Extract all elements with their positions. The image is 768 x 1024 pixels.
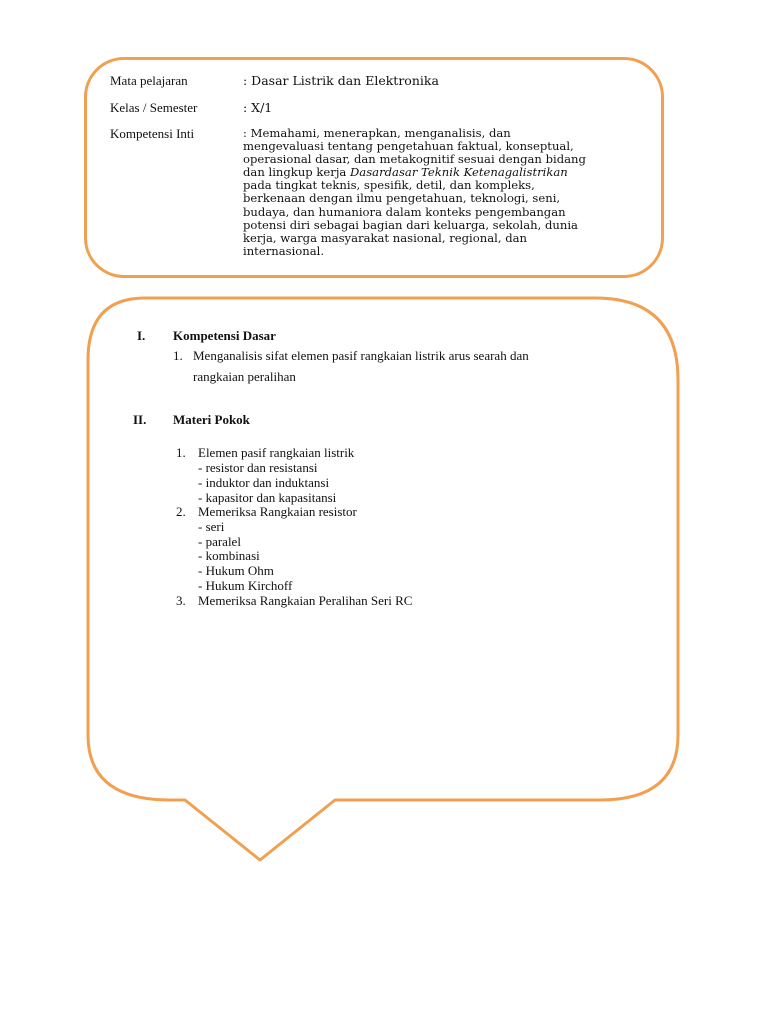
label-kompetensi-inti: Kompetensi Inti — [110, 126, 195, 141]
ki-line: internasional. — [243, 243, 325, 258]
materi-line: - kapasitor dan kapasitansi — [198, 490, 337, 505]
materi-num: 2. — [176, 504, 186, 519]
section1-numeral: I. — [137, 328, 146, 343]
section2-numeral: II. — [133, 412, 147, 427]
ki-line: mengevaluasi tentang pengetahuan faktual, konseptual, — [243, 139, 574, 154]
label-kelas-semester: Kelas / Semester — [110, 100, 198, 115]
materi-line: - kombinasi — [198, 548, 260, 563]
ki-line: berkenaan dengan ilmu pengetahuan, teknologi, seni, — [243, 191, 561, 206]
section1-item-line1: Menganalisis sifat elemen pasif rangkaian listrik arus searah dan — [193, 348, 529, 363]
ki-line: budaya, dan humaniora dalam konteks pengembangan — [243, 204, 566, 219]
materi-line: - resistor dan resistansi — [198, 460, 318, 475]
materi-line: - paralel — [198, 534, 241, 549]
materi-num: 1. — [176, 445, 186, 460]
ki-line-part: dan lingkup kerja — [243, 165, 351, 180]
ki-line: pada tingkat teknis, spesifik, detil, dan kompleks, — [243, 178, 535, 193]
section2-title: Materi Pokok — [173, 412, 250, 427]
section1-title: Kompetensi Dasar — [173, 328, 276, 343]
ki-line: kerja, warga masyarakat nasional, regional, dan — [243, 230, 528, 245]
ki-line: potensi diri sebagai bagian dari keluarga, sekolah, dunia — [243, 217, 578, 232]
section1-item-num: 1. — [173, 348, 183, 363]
materi-line: - seri — [198, 519, 225, 534]
materi-num: 3. — [176, 593, 186, 608]
materi-line: - induktor dan induktansi — [198, 475, 330, 490]
materi-line: - Hukum Ohm — [198, 563, 274, 578]
label-mata-pelajaran: Mata pelajaran — [110, 73, 188, 88]
value-mata-pelajaran: : Dasar Listrik dan Elektronika — [243, 73, 439, 88]
materi-line: Memeriksa Rangkaian resistor — [198, 504, 357, 519]
materi-line: Elemen pasif rangkaian listrik — [198, 445, 355, 460]
section1-item-line2: rangkaian peralihan — [193, 369, 296, 384]
materi-line: Memeriksa Rangkaian Peralihan Seri RC — [198, 593, 413, 608]
value-kelas-semester: : X/1 — [243, 100, 273, 115]
ki-line: operasional dasar, dan metakognitif sesuai dengan bidang — [243, 152, 586, 167]
ki-line: : Memahami, menerapkan, menganalisis, dan — [243, 126, 511, 140]
ki-italic-field: Dasardasar Teknik Ketenagalistrikan — [350, 165, 568, 180]
materi-line: - Hukum Kirchoff — [198, 578, 293, 593]
